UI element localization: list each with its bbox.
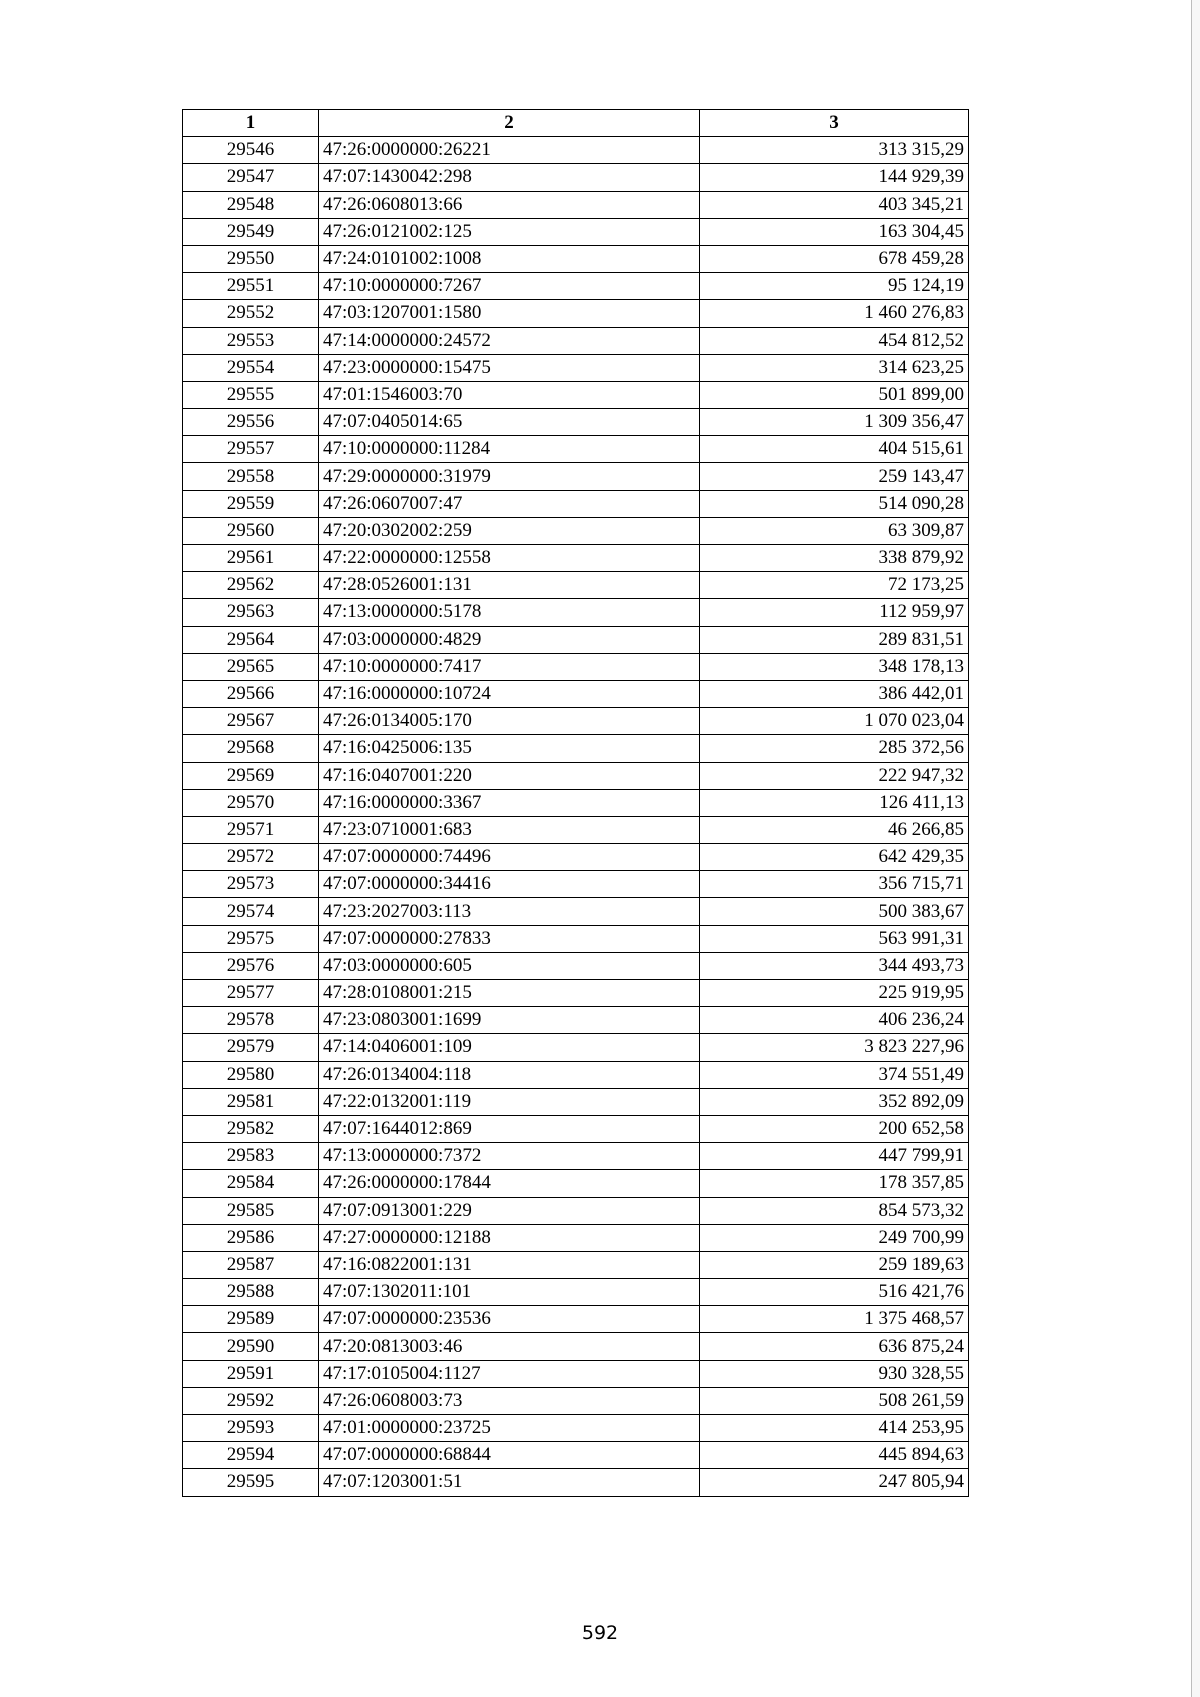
table-row [183, 572, 969, 599]
value-cell: 95 124,19 [700, 273, 969, 300]
table-row [183, 844, 969, 871]
cadastral-number-cell: 47:23:0000000:15475 [319, 354, 700, 381]
row-number-cell: 29551 [183, 273, 319, 300]
cadastral-number-cell: 47:07:1430042:298 [319, 164, 700, 191]
table-row [183, 354, 969, 381]
row-number-cell: 29549 [183, 218, 319, 245]
data-table [182, 109, 969, 1497]
cadastral-number-cell: 47:10:0000000:7267 [319, 273, 700, 300]
value-cell: 249 700,99 [700, 1224, 969, 1251]
value-cell: 126 411,13 [700, 789, 969, 816]
cadastral-number-cell: 47:07:0000000:74496 [319, 844, 700, 871]
page-edge [1191, 0, 1200, 1697]
cadastral-number-cell: 47:03:0000000:605 [319, 952, 700, 979]
table-row [183, 1279, 969, 1306]
value-cell: 445 894,63 [700, 1442, 969, 1469]
value-cell: 163 304,45 [700, 218, 969, 245]
row-number-cell: 29546 [183, 137, 319, 164]
row-number-cell: 29570 [183, 789, 319, 816]
cadastral-number-cell: 47:26:0000000:26221 [319, 137, 700, 164]
row-number-cell: 29556 [183, 409, 319, 436]
column-header: 1 [183, 110, 319, 137]
value-cell: 352 892,09 [700, 1088, 969, 1115]
table-row [183, 653, 969, 680]
table-row [183, 273, 969, 300]
cadastral-number-cell: 47:16:0822001:131 [319, 1251, 700, 1278]
value-cell: 678 459,28 [700, 245, 969, 272]
cadastral-number-cell: 47:14:0406001:109 [319, 1034, 700, 1061]
row-number-cell: 29594 [183, 1442, 319, 1469]
value-cell: 1 070 023,04 [700, 708, 969, 735]
table-row [183, 952, 969, 979]
table-row [183, 164, 969, 191]
row-number-cell: 29585 [183, 1197, 319, 1224]
cadastral-number-cell: 47:28:0526001:131 [319, 572, 700, 599]
row-number-cell: 29595 [183, 1469, 319, 1496]
cadastral-number-cell: 47:16:0000000:3367 [319, 789, 700, 816]
cadastral-number-cell: 47:07:0000000:34416 [319, 871, 700, 898]
table-row [183, 1360, 969, 1387]
row-number-cell: 29571 [183, 816, 319, 843]
cadastral-number-cell: 47:07:0000000:27833 [319, 925, 700, 952]
value-cell: 508 261,59 [700, 1387, 969, 1414]
cadastral-number-cell: 47:26:0134004:118 [319, 1061, 700, 1088]
row-number-cell: 29563 [183, 599, 319, 626]
value-cell: 247 805,94 [700, 1469, 969, 1496]
row-number-cell: 29564 [183, 626, 319, 653]
value-cell: 516 421,76 [700, 1279, 969, 1306]
cadastral-number-cell: 47:03:1207001:1580 [319, 300, 700, 327]
table-body [183, 137, 969, 1496]
table-row [183, 1143, 969, 1170]
table-row [183, 1197, 969, 1224]
row-number-cell: 29582 [183, 1115, 319, 1142]
table-row [183, 1306, 969, 1333]
table-row [183, 626, 969, 653]
cadastral-number-cell: 47:22:0000000:12558 [319, 545, 700, 572]
row-number-cell: 29557 [183, 436, 319, 463]
value-cell: 338 879,92 [700, 545, 969, 572]
table-row [183, 300, 969, 327]
value-cell: 374 551,49 [700, 1061, 969, 1088]
value-cell: 313 315,29 [700, 137, 969, 164]
cadastral-number-cell: 47:17:0105004:1127 [319, 1360, 700, 1387]
cadastral-number-cell: 47:20:0302002:259 [319, 517, 700, 544]
table-row [183, 735, 969, 762]
table-row [183, 1442, 969, 1469]
table-row [183, 245, 969, 272]
row-number-cell: 29579 [183, 1034, 319, 1061]
value-cell: 414 253,95 [700, 1415, 969, 1442]
cadastral-number-cell: 47:01:1546003:70 [319, 381, 700, 408]
row-number-cell: 29577 [183, 980, 319, 1007]
row-number-cell: 29591 [183, 1360, 319, 1387]
table-row [183, 680, 969, 707]
value-cell: 289 831,51 [700, 626, 969, 653]
table-row [183, 191, 969, 218]
table-row [183, 1415, 969, 1442]
row-number-cell: 29550 [183, 245, 319, 272]
cadastral-number-cell: 47:07:1302011:101 [319, 1279, 700, 1306]
table-row [183, 545, 969, 572]
table-row [183, 898, 969, 925]
value-cell: 386 442,01 [700, 680, 969, 707]
table-row [183, 816, 969, 843]
column-header: 3 [700, 110, 969, 137]
value-cell: 930 328,55 [700, 1360, 969, 1387]
row-number-cell: 29566 [183, 680, 319, 707]
column-header: 2 [319, 110, 700, 137]
value-cell: 1 309 356,47 [700, 409, 969, 436]
cadastral-number-cell: 47:07:1644012:869 [319, 1115, 700, 1142]
row-number-cell: 29573 [183, 871, 319, 898]
value-cell: 285 372,56 [700, 735, 969, 762]
cadastral-number-cell: 47:26:0608003:73 [319, 1387, 700, 1414]
table-row [183, 789, 969, 816]
row-number-cell: 29569 [183, 762, 319, 789]
cadastral-number-cell: 47:07:0000000:23536 [319, 1306, 700, 1333]
value-cell: 447 799,91 [700, 1143, 969, 1170]
table-row [183, 1387, 969, 1414]
row-number-cell: 29588 [183, 1279, 319, 1306]
cadastral-number-cell: 47:26:0608013:66 [319, 191, 700, 218]
table-row [183, 517, 969, 544]
value-cell: 403 345,21 [700, 191, 969, 218]
cadastral-number-cell: 47:23:2027003:113 [319, 898, 700, 925]
row-number-cell: 29578 [183, 1007, 319, 1034]
row-number-cell: 29576 [183, 952, 319, 979]
value-cell: 406 236,24 [700, 1007, 969, 1034]
row-number-cell: 29583 [183, 1143, 319, 1170]
row-number-cell: 29586 [183, 1224, 319, 1251]
row-number-cell: 29593 [183, 1415, 319, 1442]
table-row [183, 490, 969, 517]
value-cell: 1 460 276,83 [700, 300, 969, 327]
table-row [183, 1251, 969, 1278]
row-number-cell: 29574 [183, 898, 319, 925]
value-cell: 636 875,24 [700, 1333, 969, 1360]
row-number-cell: 29555 [183, 381, 319, 408]
value-cell: 200 652,58 [700, 1115, 969, 1142]
table-row [183, 409, 969, 436]
cadastral-number-cell: 47:24:0101002:1008 [319, 245, 700, 272]
cadastral-number-cell: 47:29:0000000:31979 [319, 463, 700, 490]
row-number-cell: 29562 [183, 572, 319, 599]
table-row [183, 1333, 969, 1360]
value-cell: 63 309,87 [700, 517, 969, 544]
table-row [183, 218, 969, 245]
cadastral-number-cell: 47:14:0000000:24572 [319, 327, 700, 354]
row-number-cell: 29589 [183, 1306, 319, 1333]
row-number-cell: 29565 [183, 653, 319, 680]
table-row [183, 980, 969, 1007]
value-cell: 314 623,25 [700, 354, 969, 381]
table-row [183, 137, 969, 164]
value-cell: 454 812,52 [700, 327, 969, 354]
cadastral-number-cell: 47:20:0813003:46 [319, 1333, 700, 1360]
cadastral-number-cell: 47:26:0134005:170 [319, 708, 700, 735]
value-cell: 348 178,13 [700, 653, 969, 680]
table-row [183, 1034, 969, 1061]
cadastral-number-cell: 47:26:0121002:125 [319, 218, 700, 245]
table-row [183, 436, 969, 463]
table-row [183, 1469, 969, 1496]
cadastral-number-cell: 47:27:0000000:12188 [319, 1224, 700, 1251]
cadastral-number-cell: 47:23:0803001:1699 [319, 1007, 700, 1034]
table-row [183, 1224, 969, 1251]
cadastral-number-cell: 47:07:0913001:229 [319, 1197, 700, 1224]
table-row [183, 925, 969, 952]
table-row [183, 463, 969, 490]
value-cell: 225 919,95 [700, 980, 969, 1007]
cadastral-number-cell: 47:13:0000000:7372 [319, 1143, 700, 1170]
value-cell: 642 429,35 [700, 844, 969, 871]
value-cell: 72 173,25 [700, 572, 969, 599]
cadastral-number-cell: 47:16:0425006:135 [319, 735, 700, 762]
value-cell: 3 823 227,96 [700, 1034, 969, 1061]
table-row [183, 1115, 969, 1142]
cadastral-number-cell: 47:07:1203001:51 [319, 1469, 700, 1496]
value-cell: 46 266,85 [700, 816, 969, 843]
value-cell: 404 515,61 [700, 436, 969, 463]
table-row [183, 708, 969, 735]
value-cell: 178 357,85 [700, 1170, 969, 1197]
value-cell: 344 493,73 [700, 952, 969, 979]
row-number-cell: 29580 [183, 1061, 319, 1088]
page-number: 592 [581, 1622, 619, 1644]
row-number-cell: 29567 [183, 708, 319, 735]
table-row [183, 1061, 969, 1088]
row-number-cell: 29590 [183, 1333, 319, 1360]
cadastral-number-cell: 47:26:0000000:17844 [319, 1170, 700, 1197]
cadastral-number-cell: 47:13:0000000:5178 [319, 599, 700, 626]
row-number-cell: 29547 [183, 164, 319, 191]
cadastral-number-cell: 47:01:0000000:23725 [319, 1415, 700, 1442]
cadastral-number-cell: 47:07:0405014:65 [319, 409, 700, 436]
value-cell: 500 383,67 [700, 898, 969, 925]
row-number-cell: 29548 [183, 191, 319, 218]
value-cell: 514 090,28 [700, 490, 969, 517]
row-number-cell: 29568 [183, 735, 319, 762]
row-number-cell: 29592 [183, 1387, 319, 1414]
cadastral-number-cell: 47:22:0132001:119 [319, 1088, 700, 1115]
cadastral-number-cell: 47:28:0108001:215 [319, 980, 700, 1007]
row-number-cell: 29559 [183, 490, 319, 517]
value-cell: 501 899,00 [700, 381, 969, 408]
row-number-cell: 29553 [183, 327, 319, 354]
row-number-cell: 29572 [183, 844, 319, 871]
row-number-cell: 29575 [183, 925, 319, 952]
cadastral-number-cell: 47:07:0000000:68844 [319, 1442, 700, 1469]
value-cell: 259 189,63 [700, 1251, 969, 1278]
table-row [183, 381, 969, 408]
table-row [183, 871, 969, 898]
value-cell: 563 991,31 [700, 925, 969, 952]
value-cell: 1 375 468,57 [700, 1306, 969, 1333]
cadastral-number-cell: 47:16:0407001:220 [319, 762, 700, 789]
value-cell: 144 929,39 [700, 164, 969, 191]
cadastral-number-cell: 47:26:0607007:47 [319, 490, 700, 517]
value-cell: 112 959,97 [700, 599, 969, 626]
value-cell: 259 143,47 [700, 463, 969, 490]
table-row [183, 1088, 969, 1115]
cadastral-number-cell: 47:10:0000000:11284 [319, 436, 700, 463]
row-number-cell: 29560 [183, 517, 319, 544]
table-row [183, 1007, 969, 1034]
row-number-cell: 29587 [183, 1251, 319, 1278]
table-row [183, 599, 969, 626]
value-cell: 356 715,71 [700, 871, 969, 898]
cadastral-number-cell: 47:16:0000000:10724 [319, 680, 700, 707]
cadastral-number-cell: 47:23:0710001:683 [319, 816, 700, 843]
cadastral-number-cell: 47:03:0000000:4829 [319, 626, 700, 653]
table-row [183, 1170, 969, 1197]
row-number-cell: 29552 [183, 300, 319, 327]
value-cell: 854 573,32 [700, 1197, 969, 1224]
value-cell: 222 947,32 [700, 762, 969, 789]
table-row [183, 762, 969, 789]
table-row [183, 327, 969, 354]
table-header-row [183, 110, 969, 137]
cadastral-number-cell: 47:10:0000000:7417 [319, 653, 700, 680]
row-number-cell: 29581 [183, 1088, 319, 1115]
row-number-cell: 29561 [183, 545, 319, 572]
row-number-cell: 29584 [183, 1170, 319, 1197]
row-number-cell: 29554 [183, 354, 319, 381]
row-number-cell: 29558 [183, 463, 319, 490]
